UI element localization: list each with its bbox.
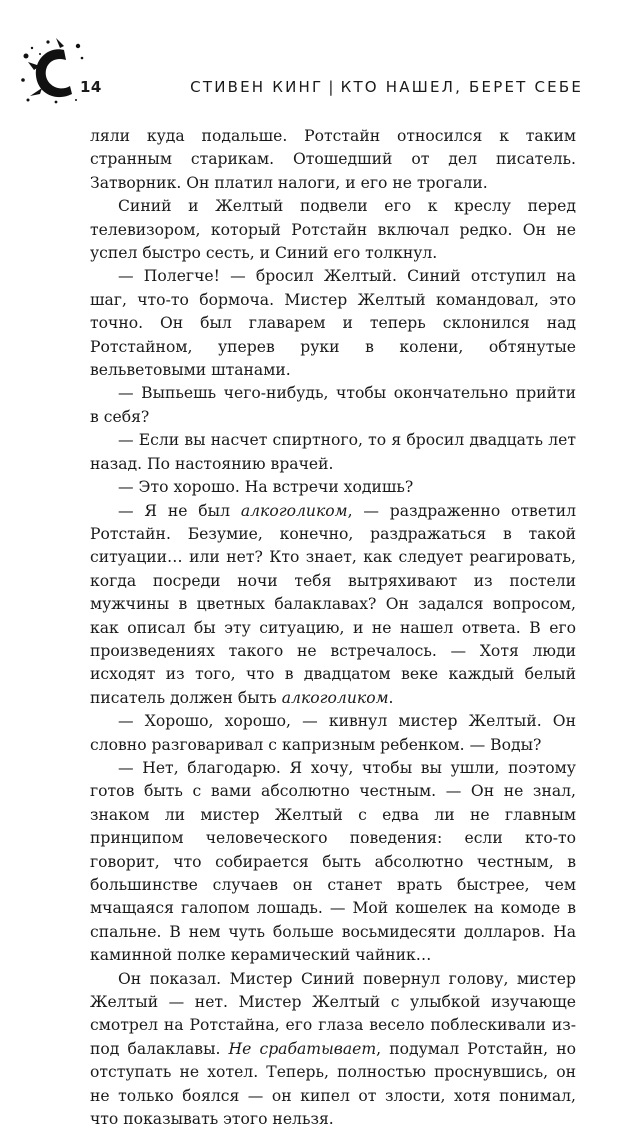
text-run: . (388, 688, 394, 707)
paragraph: — Выпьешь чего-нибудь, чтобы окончательно прийти в себя? (90, 384, 576, 426)
page-header (20, 36, 583, 106)
header-separator: | (328, 78, 336, 96)
paragraph: — Если вы насчет спиртного, то я бросил двадцать лет назад. По настоянию врачей. (90, 431, 576, 473)
body-text (90, 125, 576, 1131)
text-run: Он показал. Мистер Синий повернул голову, мистер Желтый — нет. Мистер Желтый с улыбкой изучающе смотрел на Ротстайна, его глаза весело поблескивали из-под балаклавы. (90, 969, 576, 1058)
italic-text: алкоголиком (240, 501, 348, 520)
running-head (190, 78, 583, 96)
paragraph: — Полегче! — бросил Желтый. Синий отступил на шаг, что-то бормоча. Мистер Желтый командовал, это точно. Он был главарем и теперь склонился над Ротстайном, уперев руки в колени, обтянутые вельветовыми штанами. (90, 267, 576, 380)
italic-text: Не срабатывает (228, 1039, 377, 1058)
text-run: , подумал Ротстайн, но отступать не хотел. Теперь, полностью проснувшись, он не только боялся — он кипел от злости, хотя понимал, что показывать этого нельзя. (90, 1039, 576, 1129)
paragraph (90, 968, 576, 1131)
paragraph: — Нет, благодарю. Я хочу, чтобы вы ушли, поэтому готов быть с вами абсолютно честным. — Он не знал, знаком ли мистер Желтый с едва ли не главным принципом человеческого поведения: если кто-то говорит, что собирается быть абсолютно честным, в большинстве случаев он станет врать быстрее, чем мчащаяся галопом лошадь. — Мой кошелек на комоде в спальне. В нем чуть больше восьмидесяти долларов. На каминной полке керамический чайник… (90, 758, 576, 965)
page-number: 14 (80, 78, 102, 96)
text-run: , — раздраженно ответил Ротстайн. Безумие, конечно, раздражаться в такой ситуации… или нет? Кто знает, как следует реагировать, когда посреди ночи тебя вытряхивают из постели мужчины в цветных балаклавах? Он задался вопросом, как описал бы эту ситуацию, и не нашел ответа. В его произведениях такого не встречалось. — Хотя люди исходят из того, что в двадцатом веке каждый белый писатель должен быть (90, 501, 576, 707)
paragraph (90, 500, 576, 711)
italic-text: алкоголиком (281, 688, 389, 707)
book-title: КТО НАШЕЛ, БЕРЕТ СЕБЕ (340, 78, 583, 96)
paragraph: — Хорошо, хорошо, — кивнул мистер Желтый. Он словно разговаривал с капризным ребенком. — Воды? (90, 712, 576, 754)
author-name: СТИВЕН КИНГ (190, 78, 324, 96)
paragraph: Синий и Желтый подвели его к креслу перед телевизором, который Ротстайн включал редко. Он не успел быстро сесть, и Синий его толкнул. (90, 197, 576, 263)
text-run: — Я не был (118, 501, 241, 520)
paragraph: ляли куда подальше. Ротстайн относился к таким странным старикам. Отошедший от дел писатель. Затворник. Он платил налоги, и его не трогали. (90, 127, 576, 192)
paragraph: — Это хорошо. На встречи ходишь? (118, 478, 414, 497)
